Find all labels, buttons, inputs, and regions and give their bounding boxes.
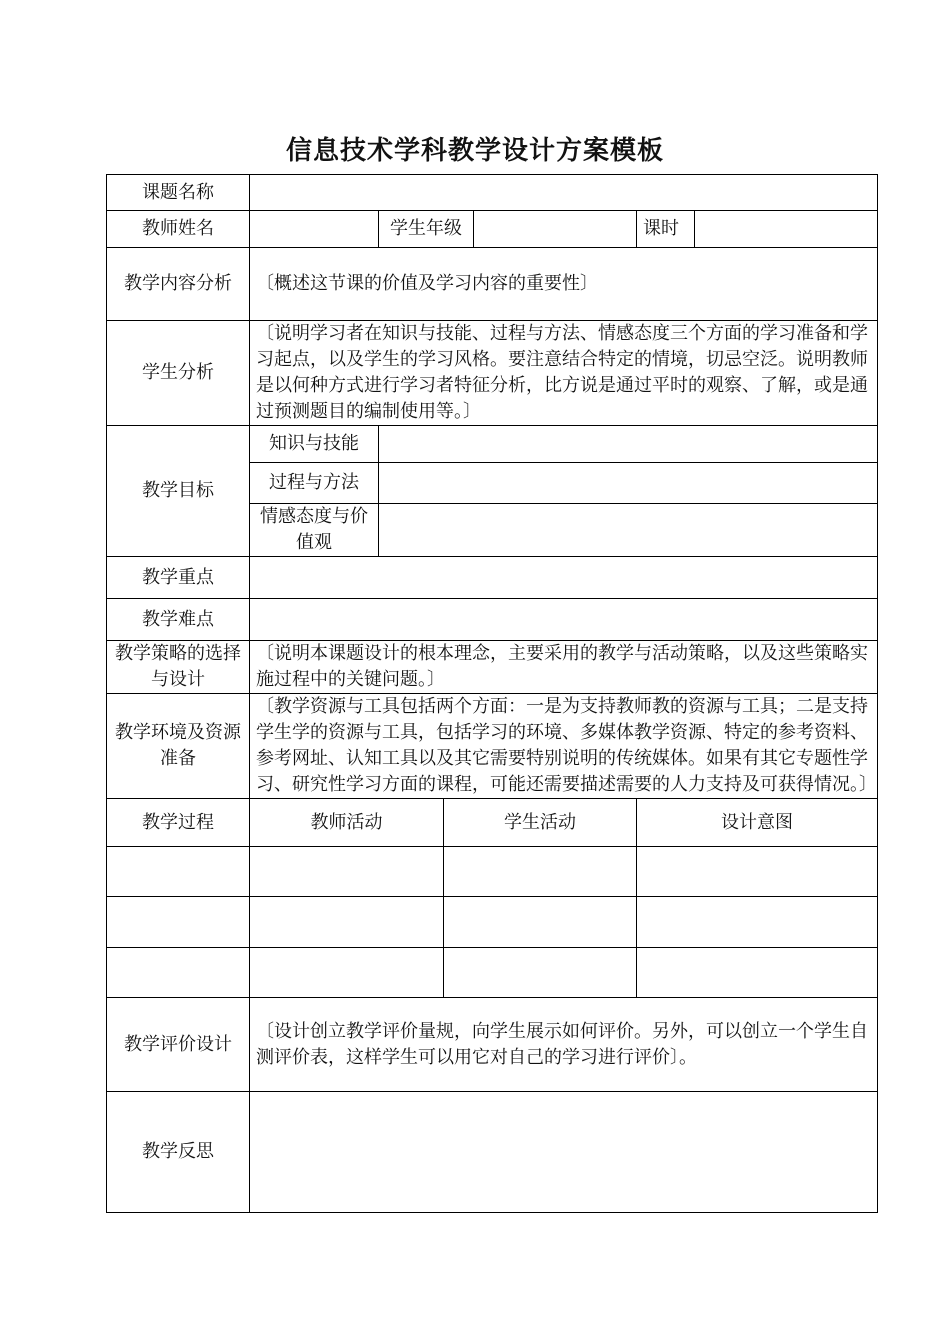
objective-label: 知识与技能 xyxy=(250,426,379,463)
process-row xyxy=(107,948,878,998)
process-cell[interactable] xyxy=(107,897,250,948)
objective-field[interactable] xyxy=(379,504,878,557)
process-cell[interactable] xyxy=(637,948,878,998)
process-row xyxy=(107,847,878,897)
student-analysis-row xyxy=(107,321,878,426)
objective-row xyxy=(107,426,878,463)
objectives-label: 教学目标 xyxy=(107,426,250,557)
hours-field[interactable] xyxy=(695,211,878,248)
teacher-activity-header: 教师活动 xyxy=(250,799,444,847)
design-intent-header: 设计意图 xyxy=(637,799,878,847)
process-cell[interactable] xyxy=(637,847,878,897)
process-cell[interactable] xyxy=(250,948,444,998)
evaluation-row xyxy=(107,998,878,1092)
teacher-name-label: 教师姓名 xyxy=(107,211,250,248)
difficulties-row xyxy=(107,599,878,641)
content-analysis-label: 教学内容分析 xyxy=(107,248,250,321)
difficulties-label: 教学难点 xyxy=(107,599,250,641)
key-points-field[interactable] xyxy=(250,557,878,599)
process-header-row xyxy=(107,799,878,847)
page-title: 信息技术学科教学设计方案模板 xyxy=(285,136,664,166)
objective-field[interactable] xyxy=(379,426,878,463)
student-analysis-label: 学生分析 xyxy=(107,321,250,426)
strategy-row xyxy=(107,641,878,694)
lesson-plan-table xyxy=(106,174,878,1213)
environment-label: 教学环境及资源准备 xyxy=(107,694,250,799)
content-analysis-row xyxy=(107,248,878,321)
strategy-label: 教学策略的选择与设计 xyxy=(107,641,250,694)
teacher-row xyxy=(107,211,878,248)
strategy-note[interactable]: 〔说明本课题设计的根本理念，主要采用的教学与活动策略，以及这些策略实施过程中的关键问题。〕 xyxy=(250,641,878,694)
key-points-row xyxy=(107,557,878,599)
objective-label: 情感态度与价值观 xyxy=(250,504,379,557)
hours-label: 课时 xyxy=(637,211,695,248)
reflection-field[interactable] xyxy=(250,1092,878,1213)
teacher-name-field[interactable] xyxy=(250,211,379,248)
reflection-row xyxy=(107,1092,878,1213)
process-cell[interactable] xyxy=(250,897,444,948)
process-cell[interactable] xyxy=(444,847,637,897)
process-cell[interactable] xyxy=(250,847,444,897)
environment-row xyxy=(107,694,878,799)
student-activity-header: 学生活动 xyxy=(444,799,637,847)
reflection-label: 教学反思 xyxy=(107,1092,250,1213)
evaluation-note[interactable]: 〔设计创立教学评价量规，向学生展示如何评价。另外，可以创立一个学生自测评价表，这样学生可以用它对自己的学习进行评价〕。 xyxy=(250,998,878,1092)
topic-row xyxy=(107,175,878,211)
process-cell[interactable] xyxy=(107,847,250,897)
objective-field[interactable] xyxy=(379,463,878,504)
process-row xyxy=(107,897,878,948)
grade-label: 学生年级 xyxy=(379,211,474,248)
environment-note[interactable]: 〔教学资源与工具包括两个方面：一是为支持教师教的资源与工具；二是支持学生学的资源与工具，包括学习的环境、多媒体教学资源、特定的参考资料、参考网址、认知工具以及其它需要特别说明的传统媒体。如果有其它专题性学习、研究性学习方面的课程，可能还需要描述需要的人力支持及可获得情况。〕 xyxy=(250,694,878,799)
process-cell[interactable] xyxy=(637,897,878,948)
content-analysis-note[interactable]: 〔概述这节课的价值及学习内容的重要性〕 xyxy=(250,248,878,321)
objective-label: 过程与方法 xyxy=(250,463,379,504)
process-cell[interactable] xyxy=(107,948,250,998)
process-cell[interactable] xyxy=(444,897,637,948)
topic-label: 课题名称 xyxy=(107,175,250,211)
difficulties-field[interactable] xyxy=(250,599,878,641)
topic-field[interactable] xyxy=(250,175,878,211)
process-cell[interactable] xyxy=(444,948,637,998)
process-label: 教学过程 xyxy=(107,799,250,847)
grade-field[interactable] xyxy=(474,211,637,248)
student-analysis-note[interactable]: 〔说明学习者在知识与技能、过程与方法、情感态度三个方面的学习准备和学习起点，以及学生的学习风格。要注意结合特定的情境，切忌空泛。说明教师是以何种方式进行学习者特征分析，比方说是通过平时的观察、了解，或是通过预测题目的编制使用等。〕 xyxy=(250,321,878,426)
evaluation-label: 教学评价设计 xyxy=(107,998,250,1092)
key-points-label: 教学重点 xyxy=(107,557,250,599)
